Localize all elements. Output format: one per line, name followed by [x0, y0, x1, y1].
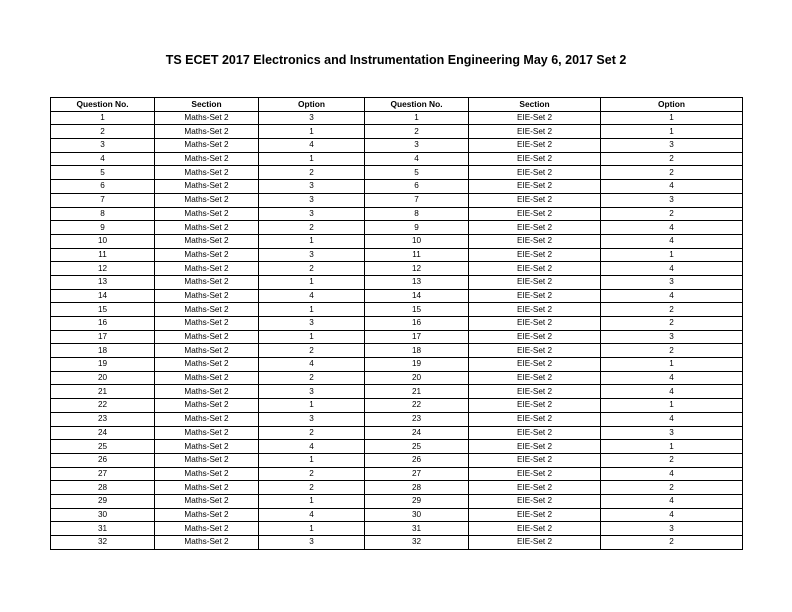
section-cell: EIE-Set 2 [469, 193, 601, 207]
option-cell: 4 [601, 467, 743, 481]
option-cell: 4 [259, 508, 365, 522]
section-cell: Maths-Set 2 [155, 262, 259, 276]
section-cell: Maths-Set 2 [155, 275, 259, 289]
option-cell: 1 [259, 275, 365, 289]
section-cell: Maths-Set 2 [155, 166, 259, 180]
question-no-cell: 21 [365, 385, 469, 399]
question-no-cell: 14 [365, 289, 469, 303]
option-cell: 2 [259, 262, 365, 276]
table-row [51, 193, 743, 207]
section-cell: Maths-Set 2 [155, 193, 259, 207]
section-cell: Maths-Set 2 [155, 412, 259, 426]
option-cell: 4 [601, 371, 743, 385]
question-no-cell: 22 [365, 399, 469, 413]
option-cell: 3 [259, 248, 365, 262]
option-cell: 1 [259, 330, 365, 344]
question-no-cell: 24 [365, 426, 469, 440]
question-no-cell: 26 [365, 453, 469, 467]
option-cell: 3 [601, 193, 743, 207]
option-cell: 3 [259, 317, 365, 331]
question-no-cell: 11 [51, 248, 155, 262]
section-cell: EIE-Set 2 [469, 166, 601, 180]
question-no-cell: 7 [51, 193, 155, 207]
option-cell: 2 [259, 467, 365, 481]
section-cell: EIE-Set 2 [469, 125, 601, 139]
section-cell: EIE-Set 2 [469, 152, 601, 166]
question-no-cell: 4 [51, 152, 155, 166]
option-cell: 1 [601, 358, 743, 372]
section-cell: EIE-Set 2 [469, 494, 601, 508]
section-cell: EIE-Set 2 [469, 467, 601, 481]
option-cell: 3 [601, 330, 743, 344]
question-no-cell: 18 [365, 344, 469, 358]
table-row [51, 399, 743, 413]
question-no-cell: 12 [51, 262, 155, 276]
question-no-cell: 2 [51, 125, 155, 139]
option-cell: 3 [601, 139, 743, 153]
question-no-cell: 15 [51, 303, 155, 317]
option-cell: 3 [259, 536, 365, 550]
header-option-maths: Option [259, 98, 365, 112]
option-cell: 2 [601, 166, 743, 180]
section-cell: EIE-Set 2 [469, 358, 601, 372]
option-cell: 2 [601, 344, 743, 358]
table-row [51, 303, 743, 317]
table-row [51, 180, 743, 194]
section-cell: Maths-Set 2 [155, 317, 259, 331]
table-row [51, 152, 743, 166]
section-cell: EIE-Set 2 [469, 303, 601, 317]
table-row [51, 221, 743, 235]
option-cell: 1 [259, 522, 365, 536]
section-cell: EIE-Set 2 [469, 412, 601, 426]
option-cell: 2 [259, 481, 365, 495]
section-cell: EIE-Set 2 [469, 385, 601, 399]
header-question-no-eie: Question No. [365, 98, 469, 112]
header-question-no-maths: Question No. [51, 98, 155, 112]
table-row [51, 344, 743, 358]
option-cell: 2 [259, 166, 365, 180]
section-cell: EIE-Set 2 [469, 371, 601, 385]
option-cell: 4 [259, 358, 365, 372]
question-no-cell: 27 [365, 467, 469, 481]
table-row [51, 508, 743, 522]
question-no-cell: 32 [51, 536, 155, 550]
question-no-cell: 11 [365, 248, 469, 262]
section-cell: EIE-Set 2 [469, 275, 601, 289]
question-no-cell: 13 [365, 275, 469, 289]
question-no-cell: 19 [365, 358, 469, 372]
table-row [51, 330, 743, 344]
option-cell: 2 [601, 317, 743, 331]
option-cell: 1 [601, 248, 743, 262]
option-cell: 1 [601, 125, 743, 139]
option-cell: 3 [259, 111, 365, 125]
option-cell: 1 [259, 494, 365, 508]
option-cell: 2 [601, 207, 743, 221]
section-cell: EIE-Set 2 [469, 234, 601, 248]
section-cell: Maths-Set 2 [155, 371, 259, 385]
section-cell: Maths-Set 2 [155, 522, 259, 536]
question-no-cell: 1 [365, 111, 469, 125]
section-cell: EIE-Set 2 [469, 508, 601, 522]
option-cell: 3 [601, 522, 743, 536]
section-cell: Maths-Set 2 [155, 358, 259, 372]
table-row [51, 358, 743, 372]
table-row [51, 467, 743, 481]
section-cell: EIE-Set 2 [469, 207, 601, 221]
section-cell: Maths-Set 2 [155, 303, 259, 317]
question-no-cell: 8 [51, 207, 155, 221]
section-cell: Maths-Set 2 [155, 440, 259, 454]
question-no-cell: 1 [51, 111, 155, 125]
answer-key-table [50, 97, 743, 550]
option-cell: 2 [601, 453, 743, 467]
option-cell: 3 [259, 180, 365, 194]
question-no-cell: 17 [51, 330, 155, 344]
table-row [51, 248, 743, 262]
option-cell: 2 [259, 221, 365, 235]
table-row [51, 139, 743, 153]
table-row [51, 385, 743, 399]
question-no-cell: 3 [51, 139, 155, 153]
section-cell: Maths-Set 2 [155, 180, 259, 194]
section-cell: Maths-Set 2 [155, 152, 259, 166]
option-cell: 1 [601, 111, 743, 125]
section-cell: Maths-Set 2 [155, 399, 259, 413]
table-row [51, 481, 743, 495]
question-no-cell: 28 [365, 481, 469, 495]
table-row [51, 494, 743, 508]
option-cell: 3 [601, 275, 743, 289]
question-no-cell: 32 [365, 536, 469, 550]
table-row [51, 166, 743, 180]
option-cell: 1 [259, 399, 365, 413]
section-cell: Maths-Set 2 [155, 125, 259, 139]
table-row [51, 522, 743, 536]
question-no-cell: 26 [51, 453, 155, 467]
option-cell: 2 [259, 426, 365, 440]
table-row [51, 453, 743, 467]
option-cell: 4 [601, 221, 743, 235]
question-no-cell: 20 [365, 371, 469, 385]
question-no-cell: 31 [51, 522, 155, 536]
question-no-cell: 23 [51, 412, 155, 426]
section-cell: Maths-Set 2 [155, 330, 259, 344]
table-row [51, 412, 743, 426]
option-cell: 3 [259, 412, 365, 426]
option-cell: 1 [601, 399, 743, 413]
option-cell: 4 [601, 385, 743, 399]
question-no-cell: 14 [51, 289, 155, 303]
option-cell: 1 [601, 440, 743, 454]
table-body [51, 111, 743, 549]
table-row [51, 426, 743, 440]
question-no-cell: 4 [365, 152, 469, 166]
option-cell: 1 [259, 152, 365, 166]
section-cell: EIE-Set 2 [469, 440, 601, 454]
question-no-cell: 25 [365, 440, 469, 454]
section-cell: EIE-Set 2 [469, 289, 601, 303]
section-cell: Maths-Set 2 [155, 344, 259, 358]
page-title: TS ECET 2017 Electronics and Instrumentation Engineering May 6, 2017 Set 2 [165, 53, 627, 67]
question-no-cell: 30 [51, 508, 155, 522]
option-cell: 3 [259, 385, 365, 399]
section-cell: EIE-Set 2 [469, 399, 601, 413]
question-no-cell: 18 [51, 344, 155, 358]
section-cell: EIE-Set 2 [469, 481, 601, 495]
question-no-cell: 6 [51, 180, 155, 194]
question-no-cell: 15 [365, 303, 469, 317]
section-cell: Maths-Set 2 [155, 426, 259, 440]
section-cell: Maths-Set 2 [155, 139, 259, 153]
section-cell: Maths-Set 2 [155, 248, 259, 262]
question-no-cell: 27 [51, 467, 155, 481]
option-cell: 4 [259, 289, 365, 303]
table-row [51, 125, 743, 139]
table-row [51, 275, 743, 289]
option-cell: 1 [259, 303, 365, 317]
question-no-cell: 29 [51, 494, 155, 508]
question-no-cell: 5 [51, 166, 155, 180]
option-cell: 2 [601, 536, 743, 550]
question-no-cell: 28 [51, 481, 155, 495]
section-cell: EIE-Set 2 [469, 139, 601, 153]
table-row [51, 234, 743, 248]
section-cell: Maths-Set 2 [155, 234, 259, 248]
section-cell: Maths-Set 2 [155, 289, 259, 303]
question-no-cell: 23 [365, 412, 469, 426]
question-no-cell: 31 [365, 522, 469, 536]
section-cell: EIE-Set 2 [469, 221, 601, 235]
option-cell: 1 [259, 453, 365, 467]
table-header-row [51, 98, 743, 112]
section-cell: Maths-Set 2 [155, 111, 259, 125]
option-cell: 4 [601, 289, 743, 303]
option-cell: 4 [601, 412, 743, 426]
question-no-cell: 10 [51, 234, 155, 248]
header-section-maths: Section [155, 98, 259, 112]
option-cell: 1 [259, 125, 365, 139]
section-cell: EIE-Set 2 [469, 317, 601, 331]
question-no-cell: 30 [365, 508, 469, 522]
question-no-cell: 10 [365, 234, 469, 248]
question-no-cell: 19 [51, 358, 155, 372]
option-cell: 4 [259, 139, 365, 153]
table-row [51, 317, 743, 331]
table-row [51, 440, 743, 454]
section-cell: Maths-Set 2 [155, 536, 259, 550]
option-cell: 2 [601, 303, 743, 317]
section-cell: Maths-Set 2 [155, 508, 259, 522]
table-row [51, 289, 743, 303]
section-cell: EIE-Set 2 [469, 344, 601, 358]
question-no-cell: 9 [365, 221, 469, 235]
section-cell: EIE-Set 2 [469, 180, 601, 194]
option-cell: 4 [601, 180, 743, 194]
question-no-cell: 3 [365, 139, 469, 153]
table-row [51, 262, 743, 276]
section-cell: Maths-Set 2 [155, 467, 259, 481]
option-cell: 2 [601, 481, 743, 495]
question-no-cell: 12 [365, 262, 469, 276]
section-cell: EIE-Set 2 [469, 453, 601, 467]
option-cell: 2 [259, 371, 365, 385]
option-cell: 4 [601, 262, 743, 276]
section-cell: Maths-Set 2 [155, 453, 259, 467]
option-cell: 2 [601, 152, 743, 166]
header-section-eie: Section [469, 98, 601, 112]
question-no-cell: 13 [51, 275, 155, 289]
option-cell: 1 [259, 234, 365, 248]
question-no-cell: 21 [51, 385, 155, 399]
section-cell: Maths-Set 2 [155, 385, 259, 399]
question-no-cell: 5 [365, 166, 469, 180]
section-cell: Maths-Set 2 [155, 494, 259, 508]
section-cell: EIE-Set 2 [469, 262, 601, 276]
question-no-cell: 22 [51, 399, 155, 413]
question-no-cell: 7 [365, 193, 469, 207]
table-row [51, 207, 743, 221]
question-no-cell: 6 [365, 180, 469, 194]
header-option-eie: Option [601, 98, 743, 112]
section-cell: EIE-Set 2 [469, 522, 601, 536]
option-cell: 4 [259, 440, 365, 454]
option-cell: 3 [601, 426, 743, 440]
question-no-cell: 8 [365, 207, 469, 221]
question-no-cell: 29 [365, 494, 469, 508]
option-cell: 4 [601, 494, 743, 508]
option-cell: 3 [259, 193, 365, 207]
question-no-cell: 20 [51, 371, 155, 385]
question-no-cell: 16 [365, 317, 469, 331]
section-cell: Maths-Set 2 [155, 207, 259, 221]
section-cell: Maths-Set 2 [155, 221, 259, 235]
section-cell: EIE-Set 2 [469, 330, 601, 344]
question-no-cell: 2 [365, 125, 469, 139]
question-no-cell: 9 [51, 221, 155, 235]
section-cell: EIE-Set 2 [469, 426, 601, 440]
option-cell: 4 [601, 508, 743, 522]
option-cell: 2 [259, 344, 365, 358]
question-no-cell: 24 [51, 426, 155, 440]
section-cell: EIE-Set 2 [469, 536, 601, 550]
question-no-cell: 25 [51, 440, 155, 454]
question-no-cell: 17 [365, 330, 469, 344]
section-cell: EIE-Set 2 [469, 248, 601, 262]
option-cell: 3 [259, 207, 365, 221]
section-cell: EIE-Set 2 [469, 111, 601, 125]
table-row [51, 111, 743, 125]
table-row [51, 371, 743, 385]
table-row [51, 536, 743, 550]
section-cell: Maths-Set 2 [155, 481, 259, 495]
question-no-cell: 16 [51, 317, 155, 331]
option-cell: 4 [601, 234, 743, 248]
